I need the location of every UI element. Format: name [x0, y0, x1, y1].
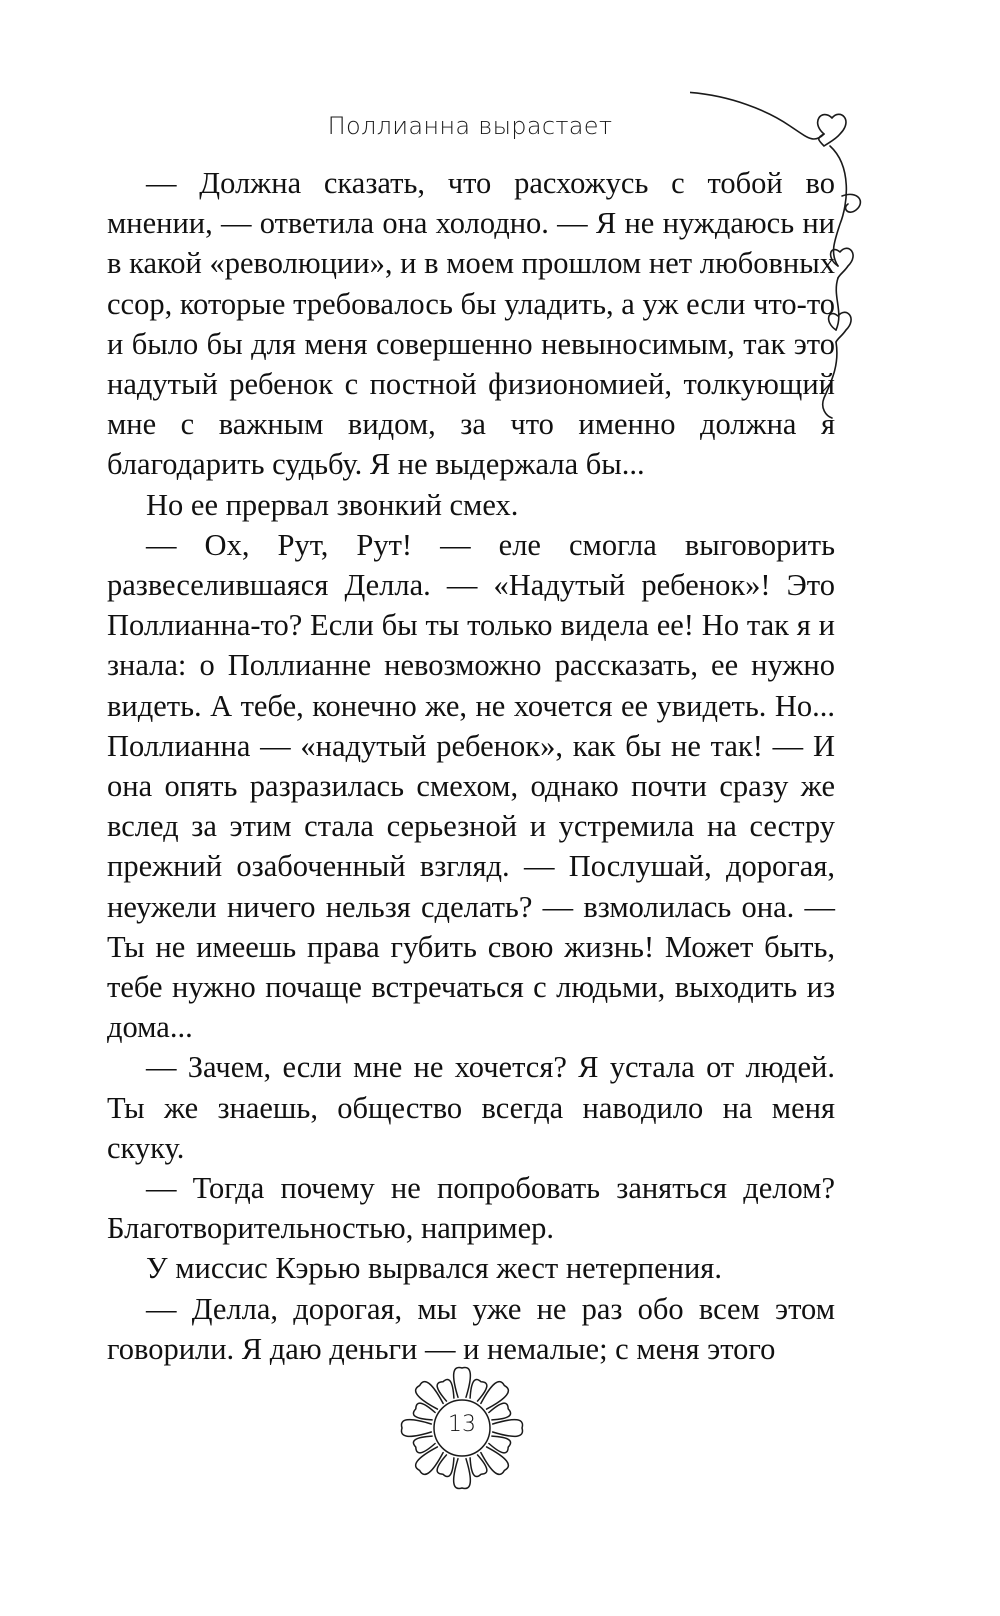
paragraph: — Ох, Рут, Рут! — еле смогла выговорить развеселившаяся Делла. — «Надутый ребенок»! Это Поллианна-то? Если бы ты только видела ее! Но так я и знала: о Поллианне невозможно рассказать, ее нужно видеть. А тебе, конечно же, не хочется ее увидеть. Но... Поллианна — «надутый ребенок», как бы не так! — И она опять разразилась смехом, однако почти сразу же вслед за этим стала серьезной и устремила на сестру прежний озабоченный взгляд. — Послушай, дорогая, неужели ничего нельзя сделать? — взмолилась она. — Ты не имеешь права губить свою жизнь! Может быть, тебе нужно почаще встречаться с людьми, выходить из дома...: [107, 527, 835, 1045]
sun-ray: [481, 1382, 508, 1409]
paragraph: У миссис Кэрью вырвался жест нетерпения.: [146, 1251, 722, 1286]
sun-ray: [416, 1447, 443, 1474]
paragraph: — Должна сказать, что расхожусь с тобой во мнении, — ответила она холодно. — Я не нуждаюсь ни в какой «революции», и в моем прошлом нет любовных ссор, которые требовалось бы уладить, а уж если что-то и было бы для меня совершенно невыносимым, так это надутый ребенок с постной физиономией, толкующий мне с важным видом, за что именно должна я благодарить судьбу. Я не выдержала бы...: [107, 166, 835, 482]
sun-ray: [416, 1382, 443, 1409]
paragraph: Но ее прервал звонкий смех.: [146, 487, 519, 522]
sun-ray: [481, 1447, 508, 1474]
sun-ray: [454, 1367, 471, 1397]
running-head: Поллианна вырастает: [327, 112, 613, 140]
page-number: 13: [448, 1412, 476, 1437]
body-text: [107, 163, 835, 1369]
paragraph: — Зачем, если мне не хочется? Я устала от людей. Ты же знаешь, общество всегда наводило на меня скуку.: [107, 1050, 835, 1165]
paragraph: — Тогда почему не попробовать заняться делом? Благотворительностью, например.: [107, 1171, 835, 1246]
paragraph: — Делла, дорогая, мы уже не раз обо всем этом говорили. Я даю деньги — и немалые; с меня этого: [107, 1291, 835, 1366]
sun-ray: [454, 1459, 471, 1489]
